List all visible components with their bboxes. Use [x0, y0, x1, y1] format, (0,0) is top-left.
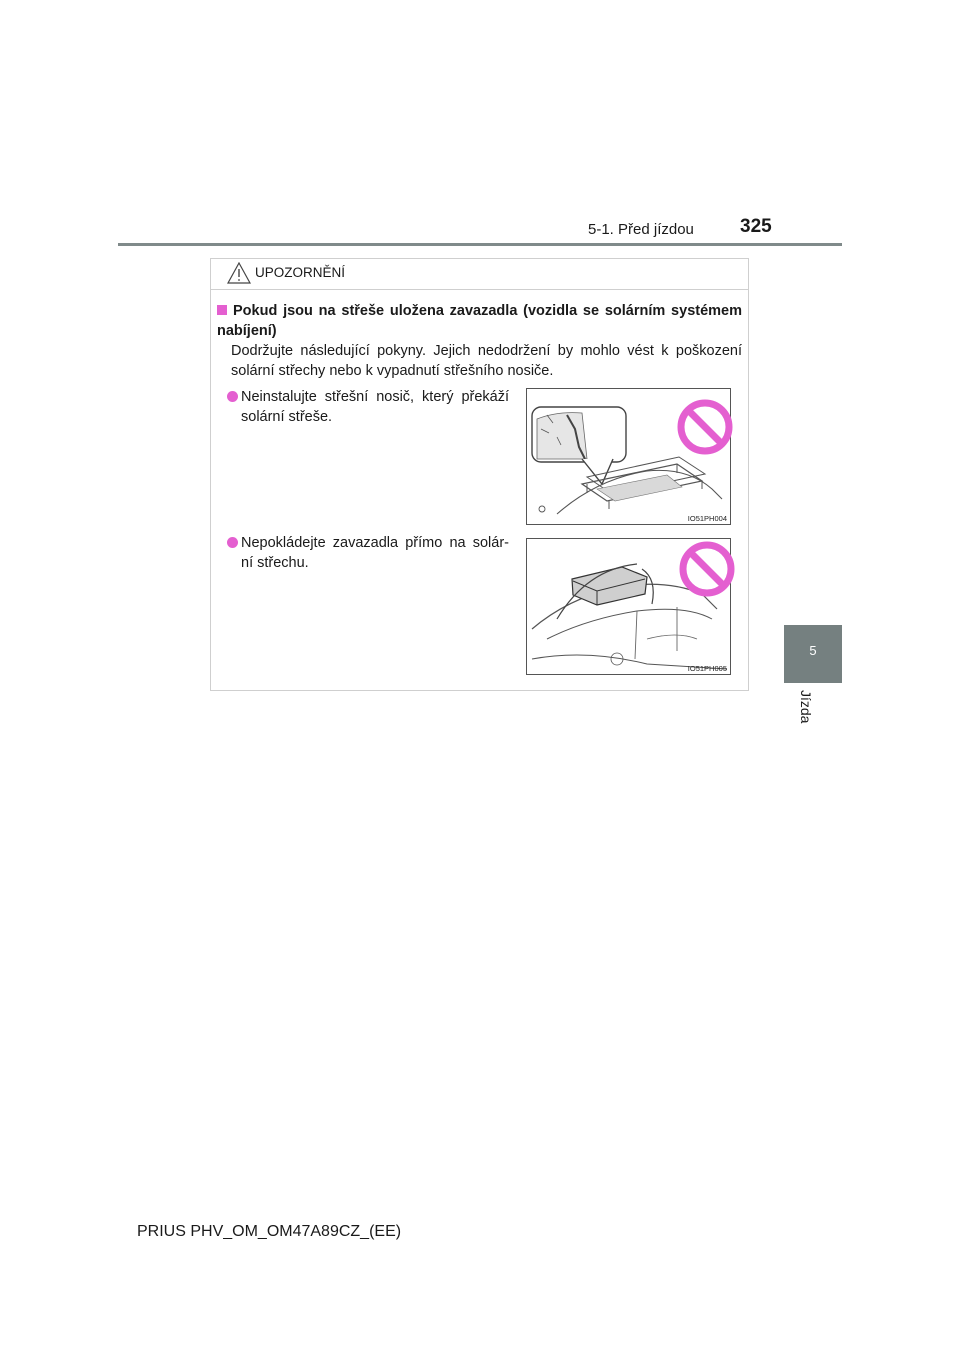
section-title: 5-1. Před jízdou [588, 221, 694, 238]
page-number: 325 [740, 216, 772, 237]
round-bullet-icon [227, 391, 238, 402]
round-bullet-icon [227, 537, 238, 548]
caution-title: UPOZORNĚNÍ [255, 265, 346, 280]
header-rule [118, 243, 842, 246]
list-item-text: Nepokládejte zavazadla přímo na solár- ní střechu. [241, 535, 509, 571]
caution-heading: Pokud jsou na střeše uložena zavazadla (vozidla se solárním systémem nabíjení) [217, 303, 742, 339]
list-item-text: Neinstalujte střešní nosič, který překáží solární střeše. [241, 389, 509, 425]
caution-box [210, 258, 749, 691]
chapter-label: Jízda [798, 690, 814, 724]
document-id: PRIUS PHV_OM_OM47A89CZ_(EE) [137, 1223, 402, 1240]
caution-body: Dodržujte následující pokyny. Jejich nedodržení by mohlo vést k poškození solární střechy nebo k vypadnutí střešního nosiče. [231, 343, 742, 379]
roof-luggage-illustration [526, 538, 731, 675]
chapter-number: 5 [809, 643, 817, 658]
warning-triangle-icon [227, 262, 251, 284]
square-bullet-icon [217, 305, 227, 315]
roof-rack-illustration [526, 388, 731, 525]
prohibited-icon [675, 537, 739, 601]
list-item [227, 387, 509, 427]
list-item [227, 533, 509, 573]
figure-code: IO51PH004 [687, 514, 727, 523]
caution-header [211, 259, 748, 290]
prohibited-icon [673, 395, 737, 459]
chapter-tab[interactable] [784, 625, 842, 683]
figure-code: IO51PH005 [687, 664, 727, 673]
